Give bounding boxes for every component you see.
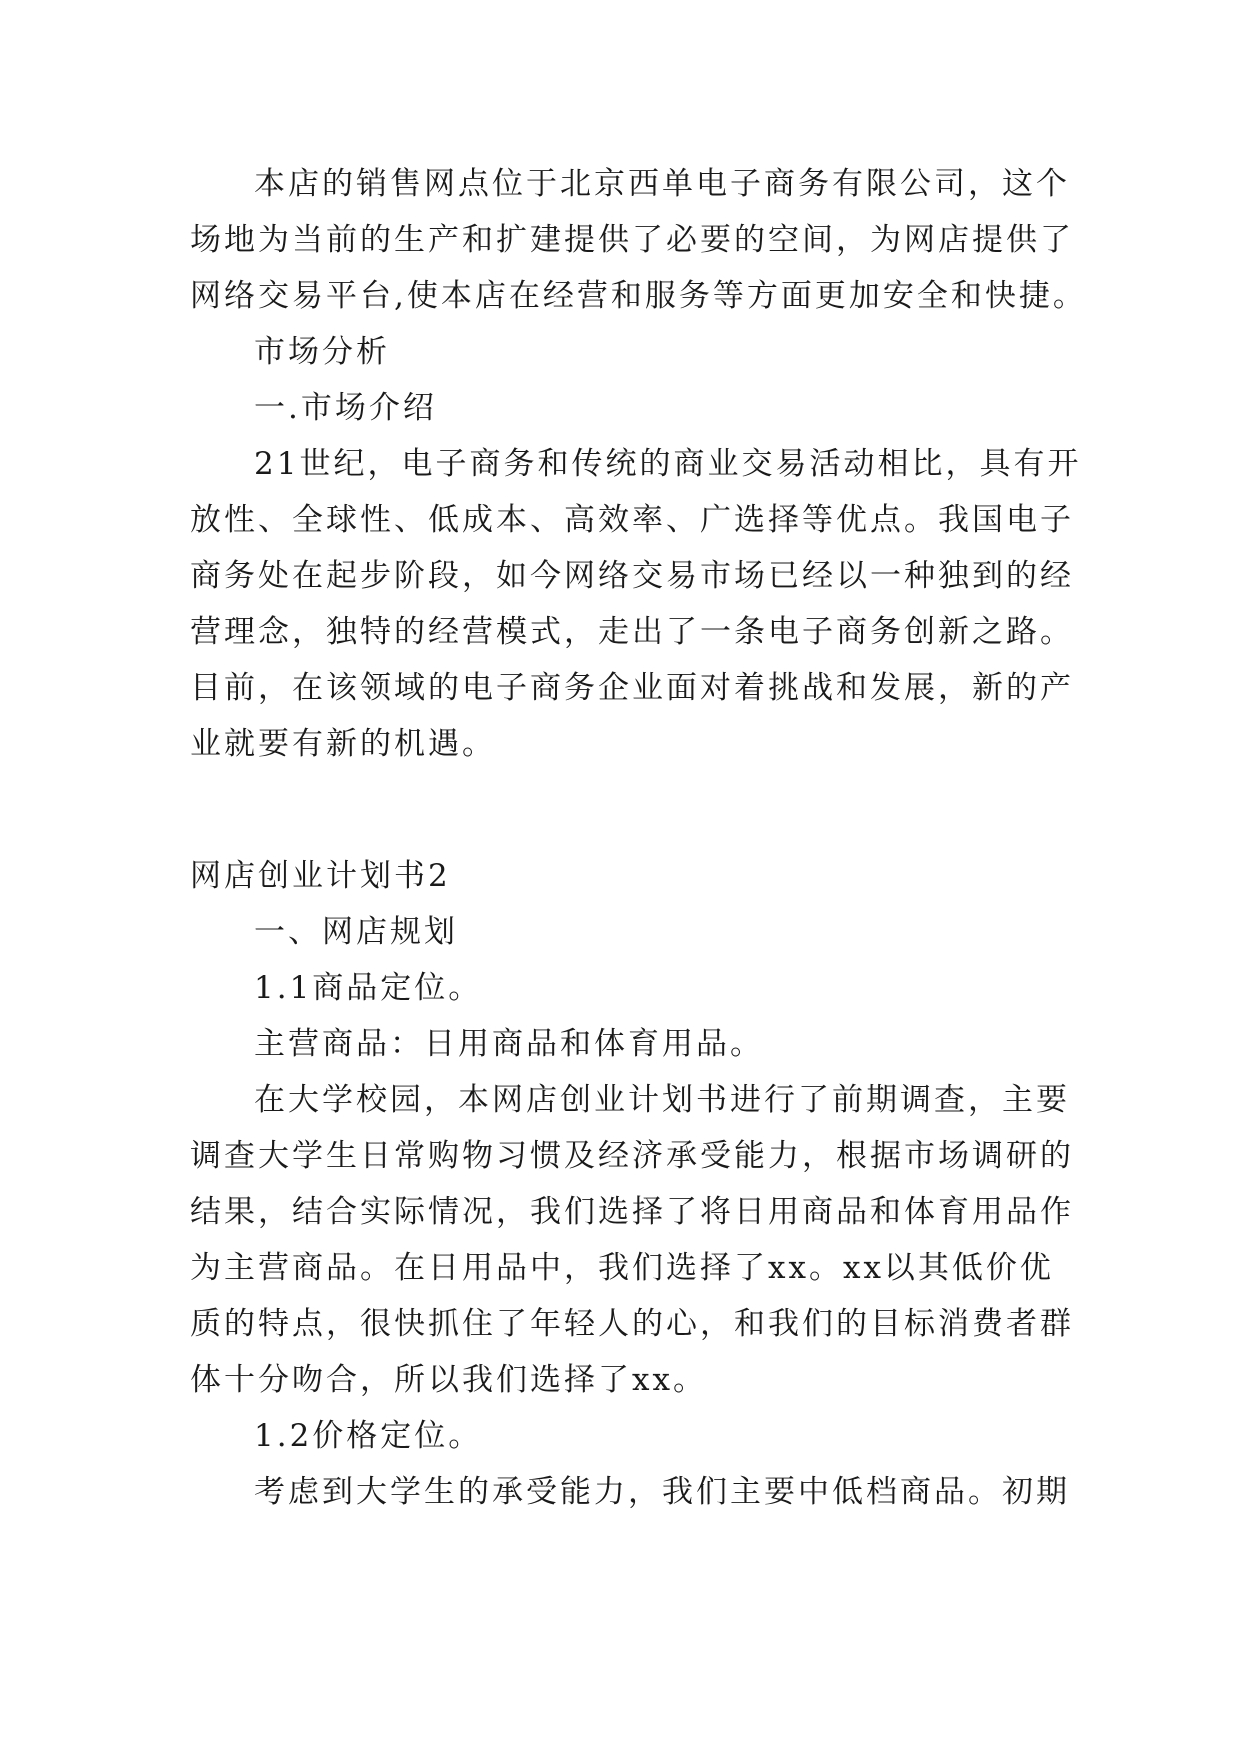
paragraph-line: 体十分吻合，所以我们选择了xx。 [190, 1362, 707, 1398]
paragraph-line: 本店的销售网点位于北京西单电子商务有限公司，这个 [254, 166, 1070, 202]
paragraph-line: 业就要有新的机遇。 [190, 726, 496, 762]
heading-price-positioning: 1.2价格定位。 [254, 1418, 483, 1454]
paragraph-line: 在大学校园，本网店创业计划书进行了前期调查，主要 [254, 1082, 1070, 1118]
paragraph-line: 质的特点，很快抓住了年轻人的心，和我们的目标消费者群 [190, 1306, 1074, 1342]
main-products-line: 主营商品：日用商品和体育用品。 [254, 1026, 764, 1062]
paragraph-line: 为主营商品。在日用品中，我们选择了xx。xx以其低价优 [190, 1250, 1054, 1286]
section-title: 网店创业计划书2 [190, 858, 451, 894]
paragraph-line: 调查大学生日常购物习惯及经济承受能力，根据市场调研的 [190, 1138, 1074, 1174]
paragraph-line: 21世纪，电子商务和传统的商业交易活动相比，具有开 [254, 446, 1082, 482]
paragraph-line: 商务处在起步阶段，如今网络交易市场已经以一种独到的经 [190, 558, 1074, 594]
heading-market-intro: 一.市场介绍 [254, 390, 437, 426]
paragraph-line: 营理念，独特的经营模式，走出了一条电子商务创新之路。 [190, 614, 1074, 650]
paragraph-line: 结果，结合实际情况，我们选择了将日用商品和体育用品作 [190, 1194, 1074, 1230]
paragraph-line: 场地为当前的生产和扩建提供了必要的空间，为网店提供了 [190, 222, 1074, 258]
paragraph-line: 网络交易平台,使本店在经营和服务等方面更加安全和快捷。 [190, 278, 1087, 314]
heading-shop-plan: 一、网店规划 [254, 914, 458, 950]
heading-product-positioning: 1.1商品定位。 [254, 970, 483, 1006]
paragraph-line: 放性、全球性、低成本、高效率、广选择等优点。我国电子 [190, 502, 1074, 538]
paragraph-line: 目前，在该领域的电子商务企业面对着挑战和发展，新的产 [190, 670, 1074, 706]
paragraph-line: 考虑到大学生的承受能力，我们主要中低档商品。初期 [254, 1474, 1070, 1510]
heading-market-analysis: 市场分析 [254, 334, 390, 370]
